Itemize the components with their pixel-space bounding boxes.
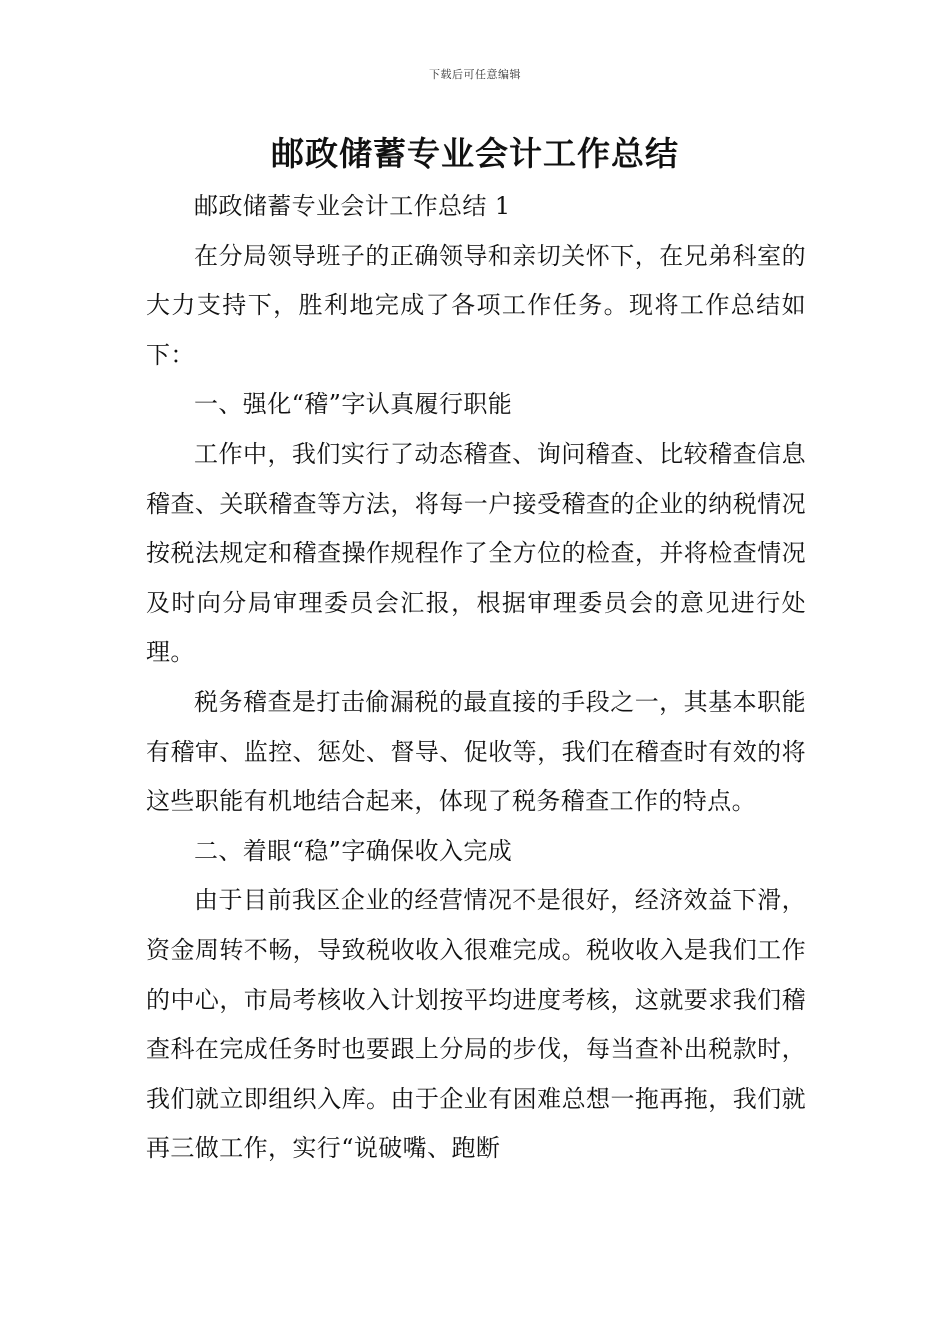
document-title: 邮政储蓄专业会计工作总结 (271, 134, 679, 173)
body-paragraph: 税务稽查是打击偷漏税的最直接的手段之一，其基本职能有稽审、监控、惩处、督导、促收等，我们在稽查时有效的将这些职能有机地结合起来，体现了税务稽查工作的特点。 (146, 687, 806, 816)
body-paragraph: 工作中，我们实行了动态稽查、询问稽查、比较稽查信息稽查、关联稽查等方法，将每一户接受稽查的企业的纳税情况按税法规定和稽查操作规程作了全方位的检查，并将检查情况及时向分局审理委员会汇报，根据审理委员会的意见进行处理。 (146, 439, 806, 667)
body-paragraph: 由于目前我区企业的经营情况不是很好，经济效益下滑，资金周转不畅，导致税收收入很难完成。税收收入是我们工作的中心，市局考核收入计划按平均进度考核，这就要求我们稽查科在完成任务时也要跟上分局的步伐，每当查补出税款时，我们就立即组织入库。由于企业有困难总想一拖再拖，我们就再三做工作，实行“说破嘴、跑断 (146, 886, 806, 1163)
subtitle-paragraph: 邮政储蓄专业会计工作总结 1 (194, 192, 511, 220)
document-body (146, 182, 806, 1174)
section-heading-2: 二、着眼“稳”字确保收入完成 (194, 836, 513, 865)
intro-paragraph: 在分局领导班子的正确领导和亲切关怀下，在兄弟科室的大力支持下，胜利地完成了各项工作任务。现将工作总结如下： (146, 241, 806, 369)
header-note: 下载后可任意编辑 (429, 68, 521, 81)
section-heading-1: 一、强化“稽”字认真履行职能 (194, 390, 513, 419)
